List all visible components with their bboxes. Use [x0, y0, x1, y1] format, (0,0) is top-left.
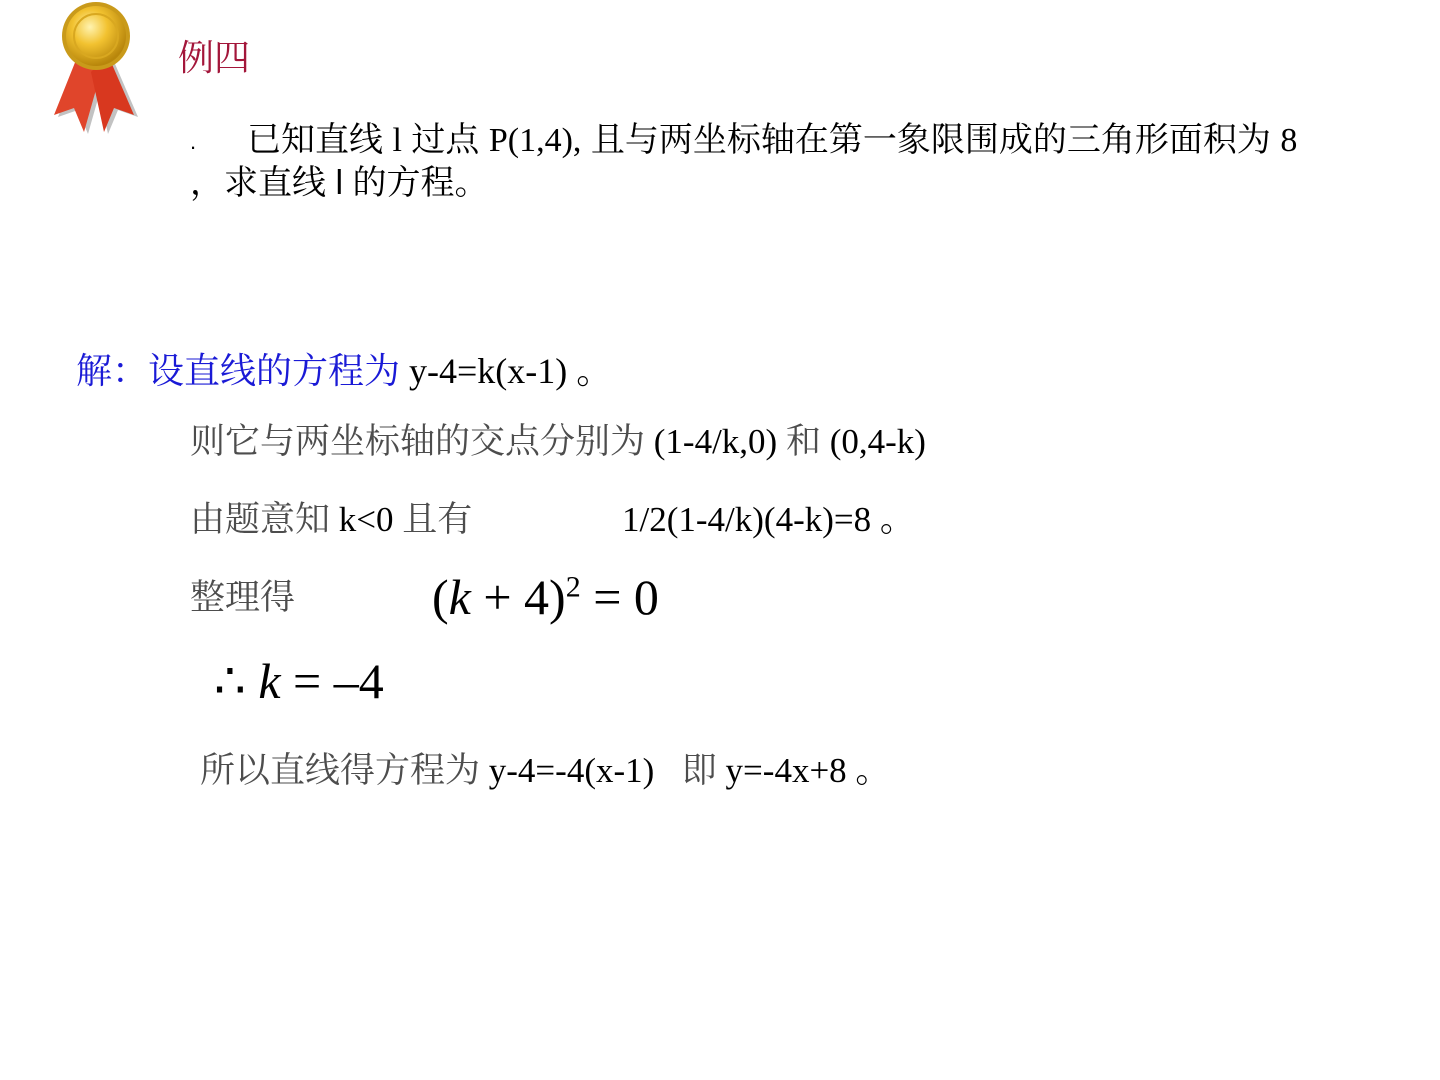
final-text: 所以直线得方程为 [200, 751, 481, 790]
step-condition [190, 492, 472, 542]
area-eq: 1/2(1-4/k)(4-k)=8 。 [622, 500, 915, 539]
step-intersections [190, 414, 926, 464]
line-equation: y-4=k(x-1) 。 [409, 351, 613, 391]
and-text: 和 [785, 422, 821, 461]
step1-text: 则它与两坐标轴的交点分别为 [190, 422, 646, 461]
formula1-exp: 2 [565, 570, 581, 604]
formula2-end: = –4 [280, 653, 384, 709]
problem-text-b: 过点 [411, 121, 480, 159]
area-equation [622, 492, 915, 542]
step2-text: 由题意知 [190, 500, 331, 539]
k-condition: k<0 [338, 500, 394, 539]
formula1-end: = 0 [580, 569, 659, 625]
final-text2: 即 [681, 751, 717, 790]
formula-result [214, 652, 384, 710]
problem-text-a: 已知直线 [247, 121, 384, 159]
therefore-symbol: ∴ [214, 653, 246, 709]
solution-heading [76, 343, 612, 394]
final-eq: y-4=-4(x-1) [488, 751, 655, 790]
slide-title: 例四 [178, 38, 251, 78]
formula-square [432, 568, 659, 626]
formula1-mid: + 4) [470, 569, 566, 625]
formula1-open: ( [432, 569, 449, 625]
line-name: l [392, 122, 402, 159]
intersection-x: (1-4/k,0) [653, 422, 778, 461]
solution-label: 解：设直线的方程为 [76, 351, 401, 391]
step2-text2: 且有 [402, 500, 473, 539]
final-eq2: y=-4x+8 。 [725, 751, 891, 790]
bullet: . [190, 129, 197, 155]
final-answer [200, 743, 890, 793]
area-value: 8 [1280, 122, 1298, 159]
medal-ribbon-icon [46, 0, 156, 140]
formula2-k: k [258, 653, 281, 709]
problem-text-c: 且与两坐标轴在第一象限围成的三角形面积为 [590, 121, 1271, 159]
problem-line-1 [190, 112, 1297, 161]
point-p: P(1,4), [488, 122, 582, 159]
problem-line-2: ，求直线 l 的方程。 [190, 164, 489, 202]
intersection-y: (0,4-k) [829, 422, 926, 461]
formula1-k: k [448, 569, 471, 625]
step3-text: 整理得 [190, 578, 296, 617]
